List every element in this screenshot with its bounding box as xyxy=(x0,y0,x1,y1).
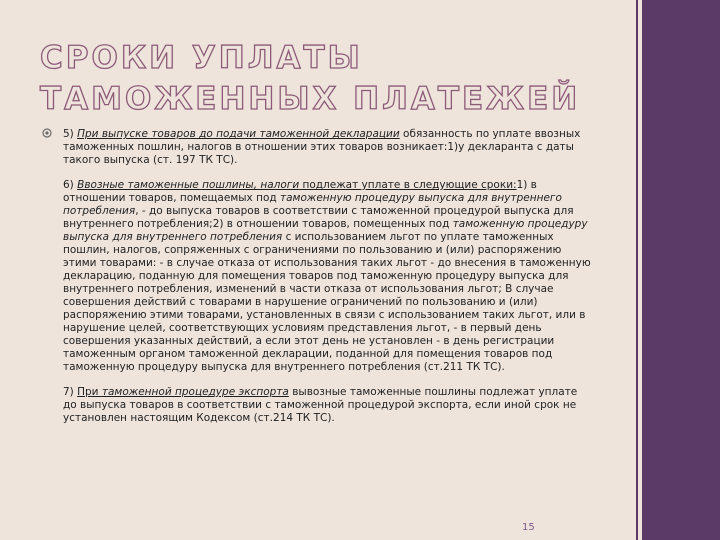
paragraph-6-italic-2: таможенную процедуру выпуска для внутреннего потребления xyxy=(63,218,588,243)
paragraph-6-number: 6) xyxy=(63,179,74,191)
paragraph-7-intro-italic: таможенной процедуре экспорта xyxy=(101,386,289,398)
right-sidebar-band xyxy=(642,0,720,540)
paragraph-7-intro-pre: При xyxy=(77,386,102,398)
paragraph-6-lead: подлежат уплате в следующие сроки: xyxy=(299,179,517,191)
paragraph-7 xyxy=(63,386,593,425)
paragraph-7-intro xyxy=(77,386,289,398)
page-number: 15 xyxy=(522,522,535,533)
paragraph-6-text-1: 1) в отношении товаров, помещаемых под xyxy=(63,179,537,204)
paragraph-5-text: обязанность по уплате ввозных таможенных пошлин, налогов в отношении этих товаров возникает:1)у декларанта с даты такого выпуска (ст. 197 ТК ТС). xyxy=(63,128,581,166)
slide-title: СРОКИ УПЛАТЫ ТАМОЖЕННЫХ ПЛАТЕЖЕЙ xyxy=(40,40,581,117)
paragraph-6 xyxy=(63,179,593,374)
circle-bullet-icon xyxy=(42,128,52,138)
paragraph-6-italic-1: таможенную процедуру выпуска для внутреннего потребления xyxy=(63,192,562,217)
paragraph-7-text: вывозные таможенные пошлины подлежат уплате до выпуска товаров в соответствии с таможенной процедурой экспорта, если иной срок не установлен настоящим Кодексом (ст.214 ТК ТС). xyxy=(63,386,578,424)
slide-body xyxy=(63,128,593,437)
paragraph-5-intro: При выпуске товаров до подачи таможенной декларации xyxy=(77,128,400,140)
paragraph-5 xyxy=(63,128,593,167)
sidebar-divider-line xyxy=(636,0,638,540)
paragraph-6-intro: Ввозные таможенные пошлины, налоги xyxy=(77,179,300,191)
paragraph-5-number: 5) xyxy=(63,128,74,140)
paragraph-6-text-2: , - до выпуска товаров в соответствии с таможенной процедурой выпуска для внутреннего потребления;2) в отношении товаров, помещенных под xyxy=(63,205,574,230)
paragraph-7-number: 7) xyxy=(63,386,74,398)
paragraph-6-text-3: с использованием льгот по уплате таможенных пошлин, налогов, сопряженных с ограничениями по пользованию и (или) распоряжению этими товарами: - в случае отказа от использования таких льгот - до внесения в таможенную декларацию, поданную для помещения товаров под таможенную процедуру выпуска для внутреннего потребления, изменений в части отказа от использования льгот; В случае совершения действий с товарами в нарушение ограничений по пользованию и (или) распоряжению этими товарами, установленных в связи с использованием таких льгот, или в нарушение целей, соответствующих условиям представления льгот, - в первый день совершения указанных действий, а если этот день не установлен - в день регистрации таможенным органом таможенной декларации, поданной для помещения товаров под таможенную процедуру выпуска для внутреннего потребления (ст.211 ТК ТС). xyxy=(63,231,591,373)
